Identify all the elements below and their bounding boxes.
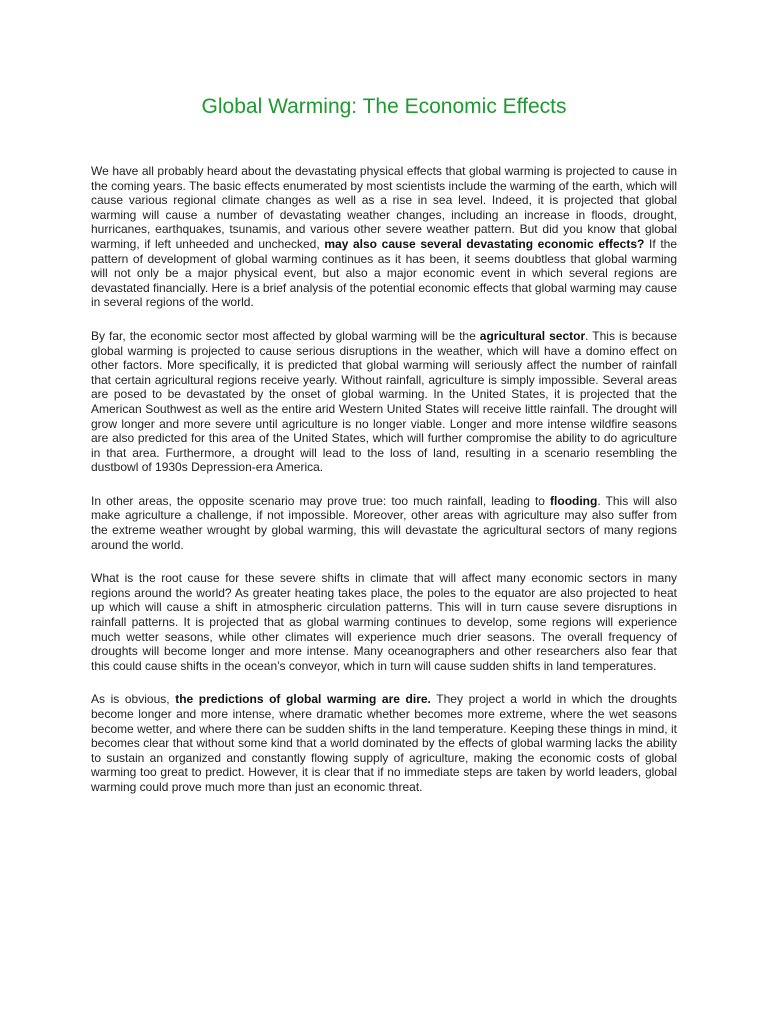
paragraph-text: They project a world in which the droughts become longer and more intense, where dramatic whether becomes more extreme, where the wet seasons become wetter, and where there can be sudden shifts in the land temperature. Keeping these things in mind, it becomes clear that without some kind that a world dominated by the effects of global warming lacks the ability to sustain an organized and constantly flowing supply of agriculture, making the economic costs of global warming too great to predict. However, it is clear that if no immediate steps are taken by world leaders, global warming could prove much more than just an economic threat. xyxy=(91,692,678,794)
paragraph-emphasis: agricultural sector xyxy=(479,328,586,343)
paragraph-intro xyxy=(91,164,677,310)
paragraph-text: If the pattern of development of global warming continues as it has been, it seems doubtless that global warming will not only be a major physical event, but also a major economic event in which several regions are devastated financially. Here is a brief analysis of the potential economic effects that global warming may cause in several regions of the world. xyxy=(91,236,677,310)
paragraph-agriculture xyxy=(91,329,677,475)
paragraph-emphasis: may also cause several devastating economic effects? xyxy=(324,236,645,251)
paragraph-text: We have all probably heard about the devastating physical effects that global warming is projected to cause in the coming years. The basic effects enumerated by most scientists include the warming of the earth, which will cause various regional climate changes as well as a rise in sea level. Indeed, it is projected that global warming will cause a number of devastating weather changes, including an increase in floods, drought, hurricanes, earthquakes, tsunamis, and various other severe weather pattern. But did you know that global warming, if left unheeded and unchecked, xyxy=(91,164,677,251)
paragraph-root-cause xyxy=(91,571,677,673)
paragraph-text: By far, the economic sector most affected by global warming will be the xyxy=(91,328,480,343)
document-title: Global Warming: The Economic Effects xyxy=(201,95,567,118)
paragraph-flooding xyxy=(91,494,677,552)
paragraph-emphasis: flooding xyxy=(550,493,598,508)
paragraph-text: What is the root cause for these severe shifts in climate that will affect many economic sectors in many regions around the world? As greater heating takes place, the poles to the equator are also projected to heat up which will cause a shift in atmospheric circulation patterns. This will in turn cause severe disruptions in rainfall patterns. It is projected that as global warming continues to develop, some regions will experience much wetter seasons, while other climates will experience much drier seasons. The overall frequency of droughts will become longer and more intense. Many oceanographers and other researchers also fear that this could cause shifts in the ocean’s conveyor, which in turn will cause sudden shifts in land temperatures. xyxy=(91,571,677,673)
paragraph-text: . This is because global warming is projected to cause serious disruptions in the weather, which will have a domino effect on other factors. More specifically, it is predicted that global warming will seriously affect the number of rainfall that certain agricultural regions receive yearly. Without rainfall, agriculture is simply impossible. Several areas are posed to be devastated by the onset of global warming. In the United States, it is projected that the American Southwest as well as the entire arid Western United States will receive little rainfall. The drought will grow longer and more severe until agriculture is no longer viable. Longer and more intense wildfire seasons are also predicted for this area of the United States, which will further compromise the ability to do agriculture in that area. Furthermore, a drought will lead to the loss of land, resulting in a scenario resembling the dustbowl of 1930s Depression-era America. xyxy=(91,328,678,475)
paragraph-text: In other areas, the opposite scenario may prove true: too much rainfall, leading to xyxy=(91,493,551,508)
paragraph-text: As is obvious, xyxy=(91,692,176,707)
document-body xyxy=(91,164,677,814)
paragraph-text: . This will also make agriculture a challenge, if not impossible. Moreover, other areas with agriculture may also suffer from the extreme weather wrought by global warming, this will devastate the agricultural sectors of many regions around the world. xyxy=(91,493,677,552)
paragraph-emphasis: the predictions of global warming are dire. xyxy=(175,692,431,707)
paragraph-conclusion xyxy=(91,692,677,794)
